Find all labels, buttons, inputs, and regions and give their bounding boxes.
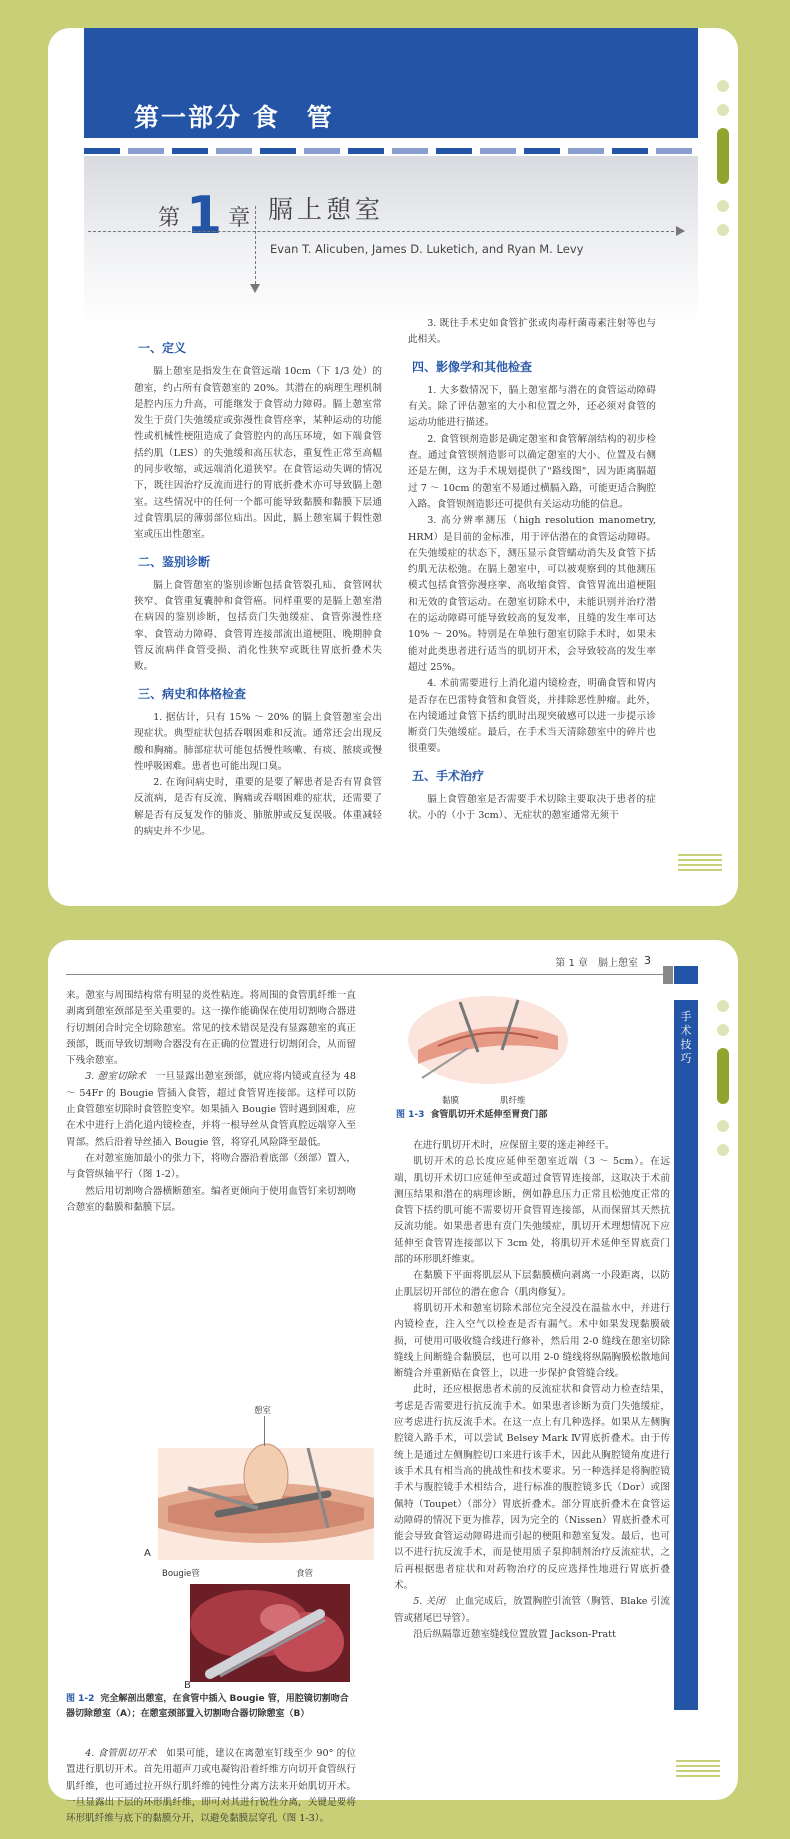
paragraph: 沿后纵隔靠近憩室缝线位置放置 Jackson-Pratt: [413, 1628, 616, 1640]
part-title: 第一部分 食 管: [134, 103, 334, 132]
paragraph: 在黏膜下平面将肌层从下层黏膜横向剥离一小段距离，以防止肌层切开部位的潜在愈合（肌肉修复）。: [394, 1270, 670, 1298]
label-b: B: [184, 1680, 191, 1691]
paragraph-text: 一旦显露出憩室颈部，就应将内镜或直径为 48 ～ 54Fr 的 Bougie 管插入食管，超过食管胃连接部。这样可以防止食管憩室切除时食管腔变窄。如果插入 Bougie 管时遇到困难，应在术中进行上消化道内镜检查，并将一根导丝从食管真腔远端穿入至胃部。然后沿着导丝插入 Bougie 管，将穿孔风险降至最低。: [66, 1071, 357, 1148]
page1-right-column: [408, 316, 656, 825]
run-in-heading: 4. 食管肌切开术: [85, 1748, 157, 1759]
chapter-title: 膈上憩室: [268, 195, 385, 224]
paragraph-text: 如果可能，建议在离憩室钉线至少 90° 的位置进行肌切开术。首先用超声刀或电凝钩沿着纤维方向切开食管纵行肌纤维，也可通过拉开纵行肌纤维的钝性分离方法来开始肌切开术。一旦显露出下层的环形肌纤维，即可对其进行锐性分离，关键是要将环形肌纤维与底下的黏膜分开，以避免黏膜层穿孔（图 1-3）。: [66, 1748, 357, 1825]
section-heading: 一、定义: [138, 341, 187, 355]
paragraph: [66, 1746, 356, 1827]
chapter-vertical-dashed-line: [255, 206, 256, 284]
paragraph: 将肌切开术和憩室切除术部位完全浸没在温盐水中，并进行内镜检查，注入空气以检查是否有漏气。术中如果发现黏膜破损，可使用可吸收缝合线进行修补，然后用 2-0 缝线在憩室切除缝线上间断缝合黏膜层，也可以用 2-0 缝线将纵隔胸膜松散地间断缝合并重新贴在食管上，以进一步保护食管缝合线。: [394, 1302, 670, 1380]
paragraph: 1. 大多数情况下，膈上憩室都与潜在的食管运动障碍有关。除了评估憩室的大小和位置之外，还必须对食管的运动功能进行描述。: [408, 384, 656, 429]
header-rule: [66, 974, 666, 975]
decorative-dash-rule: [84, 148, 698, 154]
chapter-authors: Evan T. Alicuben, James D. Luketich, and Ryan M. Levy: [270, 242, 584, 256]
side-tab: [674, 1000, 698, 1710]
paragraph: 来。憩室与周围结构常有明显的炎性粘连。将周围的食管肌纤维一直剥离到憩室颈部是至关重要的。这一操作能确保在使用切割吻合器进行切割闭合时完全切除憩室。常见的技术错误是没有显露憩室的真正颈部，既而导致切割吻合器没有在正确的位置进行切割闭合，从而留下残余憩室。: [66, 990, 356, 1067]
paragraph: 1. 据估计，只有 15% ～ 20% 的膈上食管憩室会出现症状。典型症状包括吞咽困难和反流。通常还会出现反酸和胸痛。肺部症状可能包括慢性咳嗽、有痰、脓痰或慢性呼吸困难。患者也可能出现口臭。: [134, 711, 382, 772]
label-a: A: [144, 1548, 151, 1559]
side-tab-label: 手术技巧: [680, 1010, 692, 1065]
paragraph: 在进行肌切开术时，应保留主要的迷走神经干。: [413, 1140, 615, 1151]
section-heading: 二、鉴别诊断: [138, 554, 211, 569]
paragraph: 此时，还应根据患者术前的反流症状和食管动力检查结果，考虑是否需要进行抗反流手术。如果患者诊断为贲门失弛缓症，应考虑进行抗反流手术。在这一点上有几种选择。如果从左侧胸腔镜入路手术，可以尝试 Belsey Mark Ⅳ胃底折叠术。由于传统上是通过左侧胸腔切口来进行该手术，因此从胸腔镜角度进行该手术具有相当高的挑战性和技术要求。另一种选择是将胸腔镜手术与腹腔镜手术相结合，进行标准的腹腔镜多氏（Dor）或图佩特（Toupet）（部分）胃底折叠术。部分胃底折叠术在食管运动障碍的情况下更为推荐，因为完全的（Nissen）胃底折叠术可能会导致食管运动障碍进而引起的梗阻和憩室复发。最后，也可以不进行抗反流手术，而是使用质子泵抑制剂治疗反流症状，之后再根据患者症状和对药物治疗的反应选择性地进行胃底折叠术。: [394, 1384, 670, 1592]
header-grey-box: [663, 966, 673, 984]
figure-1-2a-illustration: [158, 1428, 374, 1560]
run-in-heading: 3. 憩室切除术: [85, 1071, 147, 1083]
figure-1-3-illustration: [408, 992, 568, 1088]
run-in-heading: 5. 关闭: [413, 1596, 445, 1608]
arrow-down-icon: [250, 284, 260, 293]
label-esophagus: 食管: [296, 1569, 314, 1579]
paragraph: 2. 食管钡剂造影是确定憩室和食管解剖结构的初步检查。通过食管钡剂造影可以确定憩室的大小、位置及右侧还是左侧，这为手术规划提供了"路线图"，因为距离膈超过 7 ～ 10cm 的憩室不易通过横膈入路，可能更适合胸腔入路。食管钡剂造影还可提供有关运动功能的信息。: [408, 433, 656, 510]
paragraph: 在对憩室施加最小的张力下，将吻合器沿着底部（颈部）置入，与食管纵轴平行（图 1-2）。: [66, 1152, 356, 1181]
chapter-dashed-line: [88, 231, 684, 232]
paragraph: 4. 术前需要进行上消化道内镜检查，明确食管和胃内是否存在巴雷特食管和食管炎，并排除恶性肿瘤。此外，在内镜通过食管下括约肌时出现突破感可以进一步提示诊断贲门失弛缓症。最后，在手术当天清除憩室中的碎片也很重要。: [408, 678, 656, 755]
header-blue-box: [674, 966, 698, 984]
paragraph: 膈上食管憩室的鉴别诊断包括食管裂孔疝、食管网状狭窄、食管重复囊肿和食管癌。同样重要的是膈上憩室潜在病因的鉴别诊断，包括贲门失弛缓症、食管弥漫性痉挛、食管动力障碍、食管胃连接部流出道梗阻、晚期肿食管反流病伴食管受损、消化性狭窄或既往胃底折叠术失败。: [134, 579, 382, 673]
section-heading: 四、影像学和其他检查: [412, 359, 533, 374]
leader-line: [264, 1416, 265, 1446]
paragraph: 然后用切割吻合器横断憩室。编者更倾向于使用血管钉来切割吻合憩室的黏膜和黏膜下层。: [66, 1185, 356, 1213]
paragraph: 3. 既往手术史如食管扩张或肉毒杆菌毒素注射等也与此相关。: [408, 318, 656, 346]
label-muscle-fibers: 肌纤维: [500, 1096, 526, 1106]
label-bougie: Bougie管: [162, 1569, 200, 1579]
paragraph: [66, 1069, 356, 1150]
page3-left-column-bottom: [66, 1746, 356, 1827]
figure-1-2-caption: 图 1-2 完全解剖出憩室，在食管中插入 Bougie 管，用腔镜切割吻合器切除憩室（A）；在憩室颈部置入切割吻合器切除憩室（B）: [66, 1694, 349, 1719]
paragraph: 膈上食管憩室是否需要手术切除主要取决于患者的症状。小的（小于 3cm）、无症状的憩室通常无须干: [408, 794, 656, 822]
corner-stripes: [676, 1760, 720, 1778]
label-diverticulum: 憩室: [254, 1406, 272, 1416]
paragraph: 3. 高分辨率测压（high resolution manometry, HRM）是目前的金标准，用于评估潜在的食管运动障碍。在失弛缓症的状态下，测压显示食管蠕动消失及食管下括约肌无法松弛。在膈上憩室中，可以被观察到的其他测压模式包括食管弥漫痉挛、高收缩食管、食管胃流出道梗阻和无效的食管运动。在憩室切除术中，未能识别并治疗潜在的运动障碍可能导致较高的复发率，且缝的发生率可达 10% ～ 20%。特别是在单独行憩室切除手术时，如果未能对此类患者进行适当的肌切开术，会导致较高的发生率超过 25%。: [408, 515, 656, 673]
paragraph-text: 止血完成后，放置胸腔引流管（胸管、Blake 引流管或猪尾巴导管）。: [394, 1596, 671, 1624]
section-heading: 五、手术治疗: [412, 768, 485, 783]
paragraph: 膈上憩室是指发生在食管远端 10cm（下 1/3 处）的憩室，约占所有食管憩室的 20%。其潜在的病理生理机制是腔内压力升高，可能继发于食管动力障碍。膈上憩室常发生于贲门失弛缓症或弥漫性食管痉挛，某种运动的功能性或机械性梗阻造成了食管腔内的高压环境，如下端食管括约肌（LES）的失弛缓和高压状态，重复性正常至高幅的同步收缩，或远端消化道狭窄。在食管运动失调的情况下，既往因治疗反流而进行的胃底折叠术亦可导致膈上憩室。这些情况中的任何一个都可能导致黏膜和黏膜下层通过食管肌层的薄弱部位疝出。因此，膈上憩室属于假性憩室或压出性憩室。: [134, 366, 382, 541]
chapter-number: 第 1 章: [158, 186, 251, 246]
arrow-right-icon: [676, 226, 685, 236]
paragraph: [394, 1594, 670, 1627]
page3-left-column-top: [66, 988, 356, 1216]
page1-left-column: [134, 330, 382, 840]
page-1: [48, 28, 738, 906]
section-heading: 三、病史和体格检查: [138, 686, 247, 701]
page-3: [48, 940, 738, 1825]
figure-1-2b-photo: [190, 1584, 350, 1682]
page3-right-column: [394, 1138, 670, 1643]
paragraph: 肌切开术的总长度应延伸至憩室近端（3 ～ 5cm）。在远端，肌切开术切口应延伸至或超过食管胃连接部，这取决于术前测压结果和潜在的病理诊断，例如静息压力正常且松弛度正常的食管下括约肌可能不需要切开食管胃连接部，从而保留其天然抗反流功能。如果患者患有贲门失弛缓症，肌切开术理想情况下应延伸至食管胃连接部以下 3cm 处，将肌切开术延伸至胃底贲门部的环形肌纤维束。: [394, 1156, 670, 1266]
corner-stripes: [678, 854, 722, 872]
page-number: 3: [644, 954, 651, 967]
paragraph: 2. 在询问病史时，重要的是要了解患者是否有胃食管反流病，是否有反流、胸痛或吞咽困难的症状，还需要了解是否有反复发作的肺炎、肺脓肿或反复误吸。体重减轻的病史并不少见。: [134, 777, 382, 838]
figure-1-3-caption: 图 1-3 食管肌切开术延伸至胃贲门部: [396, 1110, 548, 1120]
label-mucosa: 黏膜: [442, 1096, 460, 1106]
running-head: 第 1 章 膈上憩室: [555, 958, 638, 969]
